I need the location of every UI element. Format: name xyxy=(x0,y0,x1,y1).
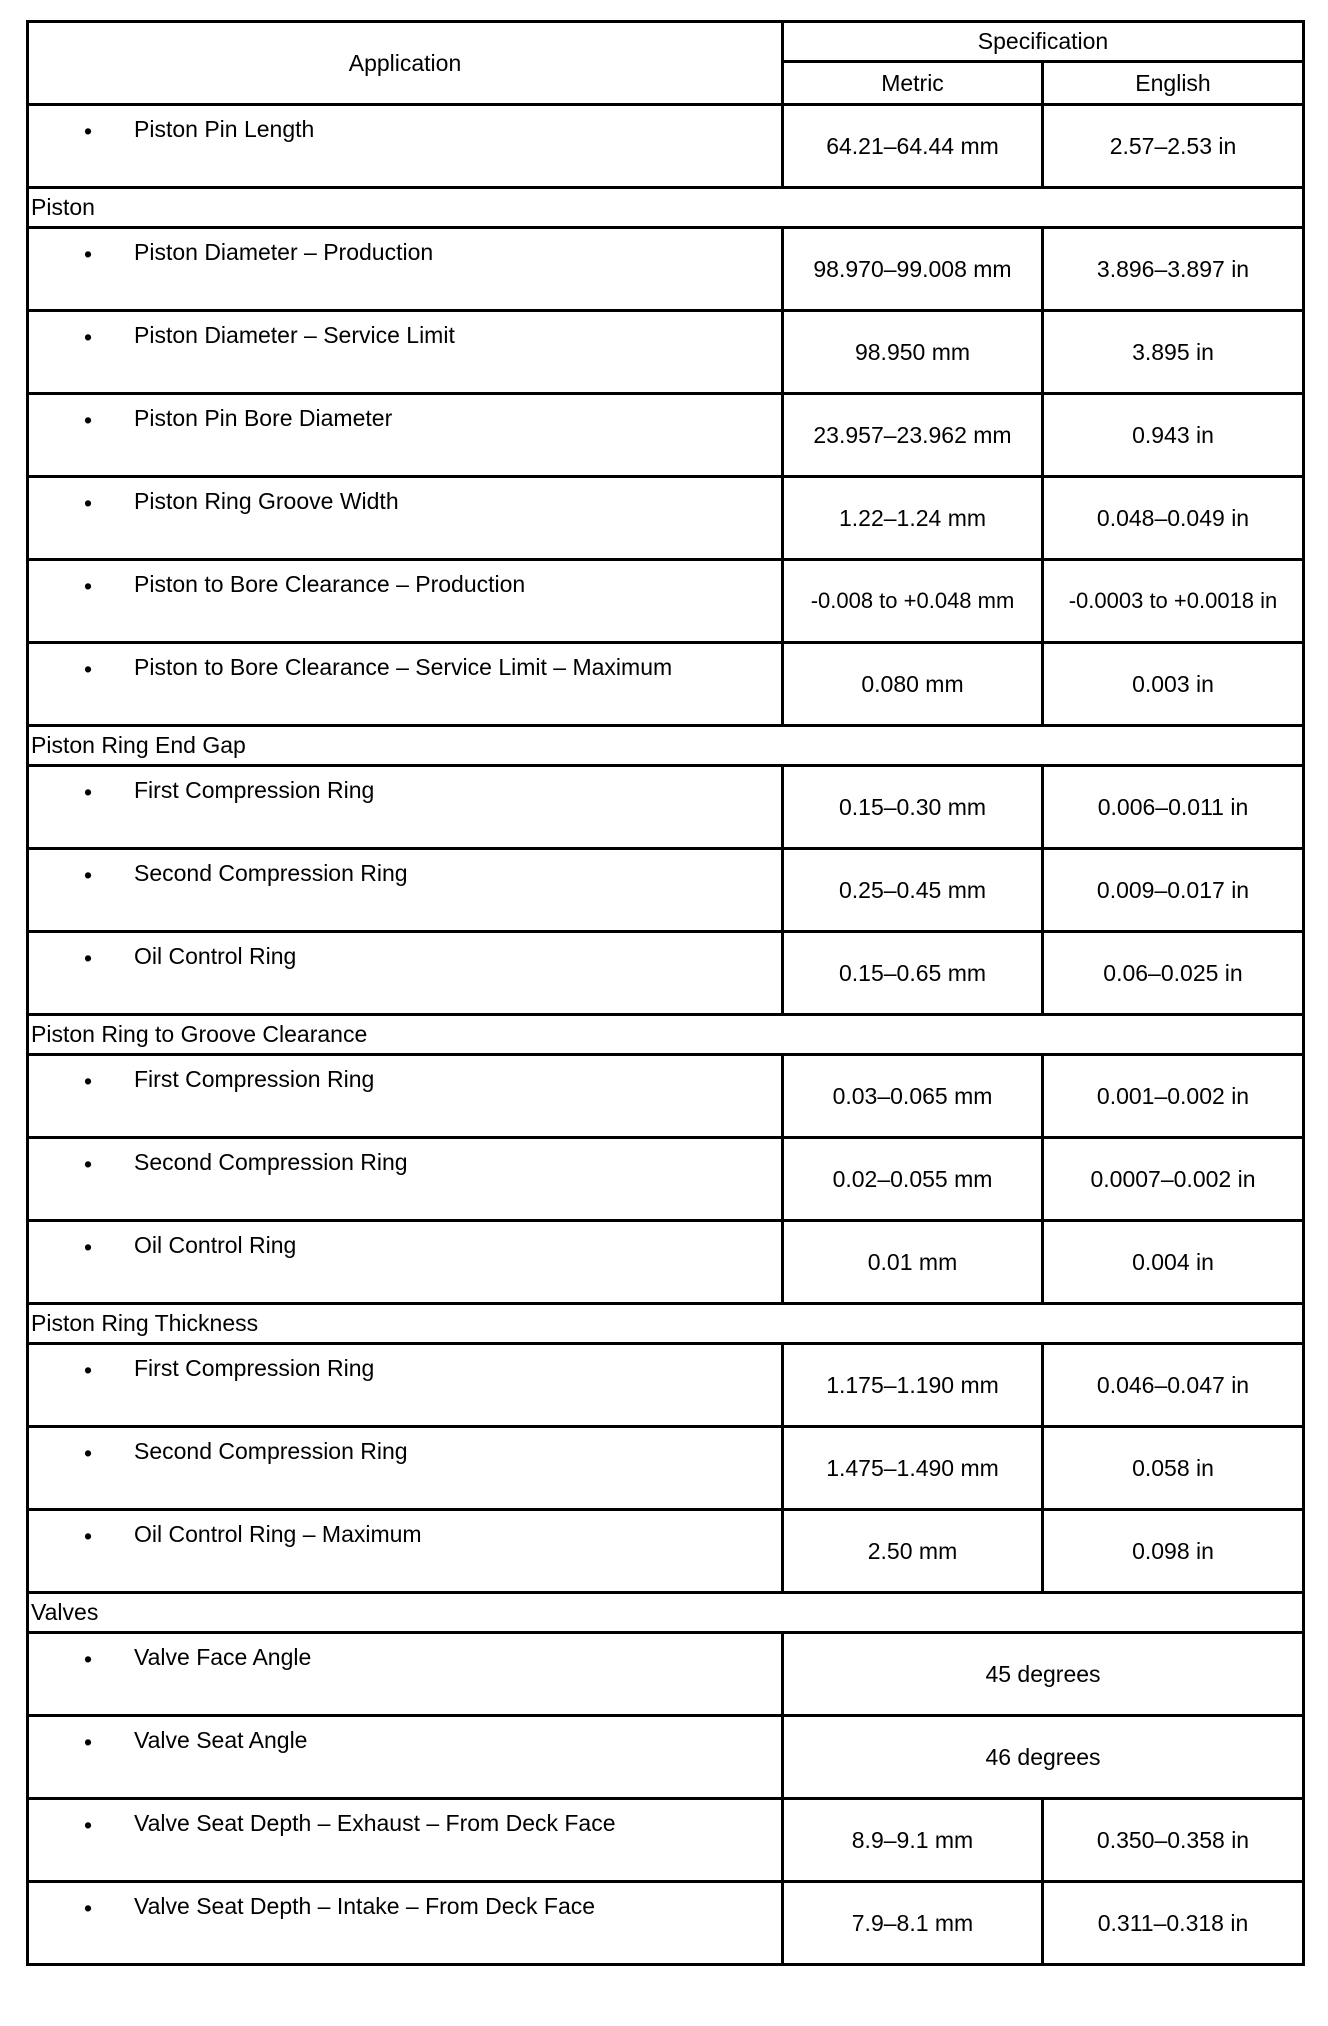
table-row xyxy=(28,1716,1304,1799)
row-label: Second Compression Ring xyxy=(134,1438,408,1464)
table-row xyxy=(28,1799,1304,1882)
group-row xyxy=(28,1304,1304,1344)
row-label: Piston to Bore Clearance – Service Limit – Maximum xyxy=(134,654,673,680)
english-value: 0.0007–0.002 in xyxy=(1043,1138,1304,1221)
table-row xyxy=(28,1510,1304,1593)
bullet-icon: • xyxy=(84,1523,93,1549)
application-cell xyxy=(28,105,783,188)
table-row xyxy=(28,1055,1304,1138)
english-value: 0.943 in xyxy=(1043,394,1304,477)
metric-value: 23.957–23.962 mm xyxy=(783,394,1043,477)
row-label: Valve Seat Depth – Exhaust – From Deck Face xyxy=(134,1810,616,1836)
english-value: 0.009–0.017 in xyxy=(1043,849,1304,932)
group-heading: Piston Ring Thickness xyxy=(28,1304,1304,1344)
application-cell xyxy=(28,228,783,311)
table-row xyxy=(28,932,1304,1015)
combined-value: 45 degrees xyxy=(783,1633,1304,1716)
metric-value: 0.01 mm xyxy=(783,1221,1043,1304)
row-label: Piston Ring Groove Width xyxy=(134,488,399,514)
table-row xyxy=(28,228,1304,311)
header-english: English xyxy=(1043,62,1304,105)
bullet-icon: • xyxy=(84,573,93,599)
metric-value: 98.950 mm xyxy=(783,311,1043,394)
application-cell xyxy=(28,1510,783,1593)
table-row xyxy=(28,560,1304,643)
bullet-icon: • xyxy=(84,1812,93,1838)
table-row xyxy=(28,1138,1304,1221)
application-cell xyxy=(28,849,783,932)
table-row xyxy=(28,1427,1304,1510)
application-cell xyxy=(28,1427,783,1510)
row-label: Piston to Bore Clearance – Production xyxy=(134,571,526,597)
header-metric: Metric xyxy=(783,62,1043,105)
application-cell xyxy=(28,560,783,643)
application-cell xyxy=(28,766,783,849)
application-cell xyxy=(28,1882,783,1965)
application-cell xyxy=(28,1138,783,1221)
bullet-icon: • xyxy=(84,1440,93,1466)
row-label: Second Compression Ring xyxy=(134,1149,408,1175)
english-value: 0.098 in xyxy=(1043,1510,1304,1593)
application-cell xyxy=(28,932,783,1015)
application-cell xyxy=(28,394,783,477)
metric-value: 64.21–64.44 mm xyxy=(783,105,1043,188)
table-row xyxy=(28,766,1304,849)
english-value: 0.311–0.318 in xyxy=(1043,1882,1304,1965)
row-label: Piston Pin Bore Diameter xyxy=(134,405,393,431)
row-label: Oil Control Ring xyxy=(134,1232,297,1258)
specification-table xyxy=(26,20,1305,1966)
group-heading: Piston xyxy=(28,188,1304,228)
english-value: 3.896–3.897 in xyxy=(1043,228,1304,311)
table-row xyxy=(28,643,1304,726)
bullet-icon: • xyxy=(84,1068,93,1094)
application-cell xyxy=(28,643,783,726)
bullet-icon: • xyxy=(84,1895,93,1921)
bullet-icon: • xyxy=(84,324,93,350)
metric-value: 0.080 mm xyxy=(783,643,1043,726)
table-row xyxy=(28,1633,1304,1716)
bullet-icon: • xyxy=(84,656,93,682)
application-cell xyxy=(28,477,783,560)
bullet-icon: • xyxy=(84,1151,93,1177)
english-value: 0.048–0.049 in xyxy=(1043,477,1304,560)
english-value: 0.006–0.011 in xyxy=(1043,766,1304,849)
bullet-icon: • xyxy=(84,1646,93,1672)
row-label: Valve Face Angle xyxy=(134,1644,312,1670)
english-value: 3.895 in xyxy=(1043,311,1304,394)
english-value: 0.001–0.002 in xyxy=(1043,1055,1304,1138)
group-heading: Piston Ring End Gap xyxy=(28,726,1304,766)
metric-value: 0.15–0.30 mm xyxy=(783,766,1043,849)
metric-value: 1.175–1.190 mm xyxy=(783,1344,1043,1427)
english-value: -0.0003 to +0.0018 in xyxy=(1043,560,1304,643)
row-label: Piston Diameter – Service Limit xyxy=(134,322,455,348)
application-cell xyxy=(28,1344,783,1427)
bullet-icon: • xyxy=(84,1357,93,1383)
table-row xyxy=(28,849,1304,932)
row-label: Valve Seat Depth – Intake – From Deck Face xyxy=(134,1893,596,1919)
bullet-icon: • xyxy=(84,241,93,267)
group-row xyxy=(28,1593,1304,1633)
table-row xyxy=(28,1221,1304,1304)
application-cell xyxy=(28,1633,783,1716)
english-value: 0.06–0.025 in xyxy=(1043,932,1304,1015)
bullet-icon: • xyxy=(84,407,93,433)
row-label: First Compression Ring xyxy=(134,1066,375,1092)
bullet-icon: • xyxy=(84,945,93,971)
bullet-icon: • xyxy=(84,1234,93,1260)
row-label: Piston Pin Length xyxy=(134,116,315,142)
metric-value: 0.03–0.065 mm xyxy=(783,1055,1043,1138)
metric-value: 1.475–1.490 mm xyxy=(783,1427,1043,1510)
bullet-icon: • xyxy=(84,1729,93,1755)
application-cell xyxy=(28,1055,783,1138)
metric-value: 0.02–0.055 mm xyxy=(783,1138,1043,1221)
group-heading: Valves xyxy=(28,1593,1304,1633)
table-row xyxy=(28,311,1304,394)
bullet-icon: • xyxy=(84,862,93,888)
header-application: Application xyxy=(28,22,783,105)
table-row xyxy=(28,105,1304,188)
group-heading: Piston Ring to Groove Clearance xyxy=(28,1015,1304,1055)
bullet-icon: • xyxy=(84,490,93,516)
row-label: First Compression Ring xyxy=(134,1355,375,1381)
metric-value: 0.15–0.65 mm xyxy=(783,932,1043,1015)
metric-value: 8.9–9.1 mm xyxy=(783,1799,1043,1882)
row-label: Second Compression Ring xyxy=(134,860,408,886)
english-value: 2.57–2.53 in xyxy=(1043,105,1304,188)
english-value: 0.058 in xyxy=(1043,1427,1304,1510)
english-value: 0.004 in xyxy=(1043,1221,1304,1304)
metric-value: 7.9–8.1 mm xyxy=(783,1882,1043,1965)
combined-value: 46 degrees xyxy=(783,1716,1304,1799)
row-label: First Compression Ring xyxy=(134,777,375,803)
bullet-icon: • xyxy=(84,779,93,805)
table-row xyxy=(28,394,1304,477)
bullet-icon: • xyxy=(84,118,93,144)
english-value: 0.003 in xyxy=(1043,643,1304,726)
table-row xyxy=(28,1344,1304,1427)
metric-value: 98.970–99.008 mm xyxy=(783,228,1043,311)
row-label: Oil Control Ring xyxy=(134,943,297,969)
row-label: Piston Diameter – Production xyxy=(134,239,434,265)
table-row xyxy=(28,477,1304,560)
metric-value: 2.50 mm xyxy=(783,1510,1043,1593)
english-value: 0.046–0.047 in xyxy=(1043,1344,1304,1427)
application-cell xyxy=(28,1799,783,1882)
application-cell xyxy=(28,311,783,394)
english-value: 0.350–0.358 in xyxy=(1043,1799,1304,1882)
group-row xyxy=(28,188,1304,228)
metric-value: 0.25–0.45 mm xyxy=(783,849,1043,932)
metric-value: -0.008 to +0.048 mm xyxy=(783,560,1043,643)
application-cell xyxy=(28,1221,783,1304)
group-row xyxy=(28,726,1304,766)
group-row xyxy=(28,1015,1304,1055)
row-label: Oil Control Ring – Maximum xyxy=(134,1521,422,1547)
metric-value: 1.22–1.24 mm xyxy=(783,477,1043,560)
header-specification: Specification xyxy=(783,22,1304,62)
row-label: Valve Seat Angle xyxy=(134,1727,308,1753)
table-row xyxy=(28,1882,1304,1965)
application-cell xyxy=(28,1716,783,1799)
